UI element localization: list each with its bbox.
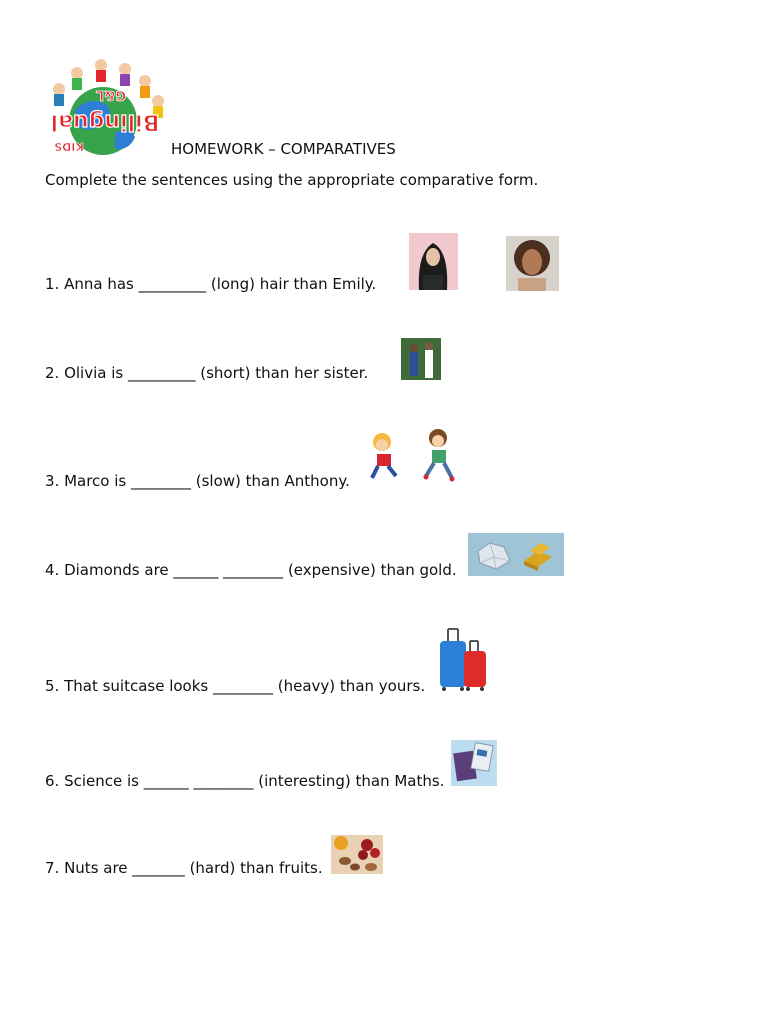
diamonds-and-gold-photo — [468, 533, 564, 576]
books-photo — [451, 740, 497, 786]
instructions: Complete the sentences using the appropriate comparative form. — [45, 171, 539, 189]
question-7: 7. Nuts are _______ (hard) than fruits. — [45, 859, 323, 877]
svg-text:KIDS: KIDS — [54, 140, 84, 153]
question-4: 4. Diamonds are ______ ________ (expensive) than gold. — [45, 561, 457, 579]
question-2: 2. Olivia is _________ (short) than her sister. — [45, 364, 369, 382]
school-logo — [45, 55, 170, 163]
svg-text:G&L: G&L — [95, 87, 127, 102]
woman-short-hair-photo — [506, 236, 559, 291]
school-logo-graphic — [45, 55, 170, 163]
woman-long-hair-photo — [409, 233, 458, 290]
page-title: HOMEWORK – COMPARATIVES — [171, 140, 396, 158]
nuts-photo — [331, 835, 383, 874]
svg-text:Bilingual: Bilingual — [50, 109, 160, 134]
question-3: 3. Marco is ________ (slow) than Anthony. — [45, 472, 350, 490]
question-5: 5. That suitcase looks ________ (heavy) than yours. — [45, 677, 426, 695]
suitcases-photo — [436, 627, 492, 692]
running-boys-cartoon — [364, 426, 461, 486]
two-women-photo — [401, 338, 441, 380]
question-1: 1. Anna has _________ (long) hair than Emily. — [45, 275, 377, 293]
question-6: 6. Science is ______ ________ (interesting) than Maths. — [45, 772, 445, 790]
